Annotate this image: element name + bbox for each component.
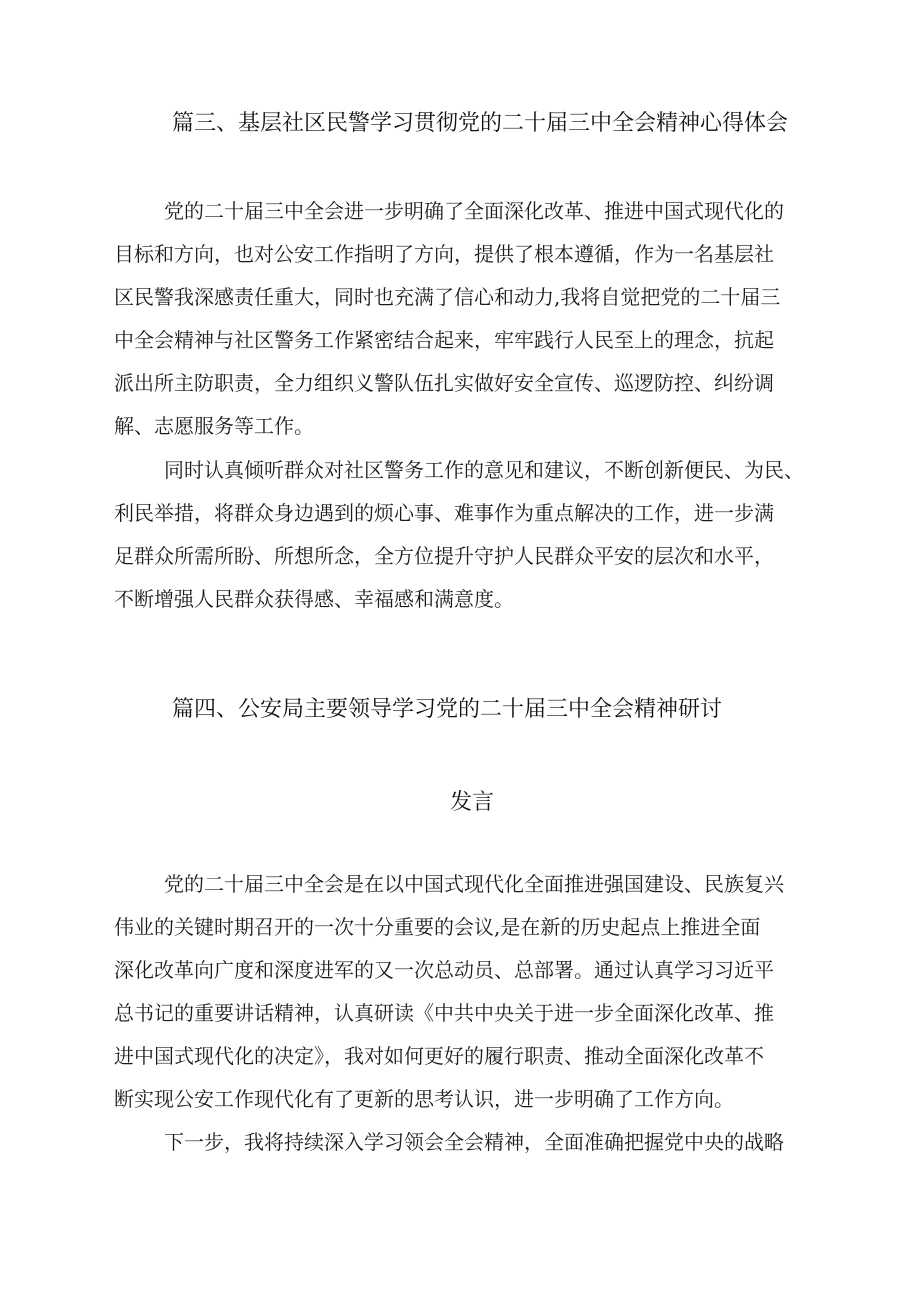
- text-line: 解、志愿服务等工作。: [114, 414, 314, 438]
- text-line: 区民警我深感责任重大，同时也充满了信心和动力,我将自觉把党的二十届三: [114, 285, 781, 309]
- text-line: 足群众所需所盼、所想所念，全方位提升守护人民群众平安的层次和水平，: [114, 544, 774, 568]
- text-line: 断实现公安工作现代化有了更新的思考认识，进一步明确了工作方向。: [114, 1087, 734, 1111]
- text-line: 党的二十届三中全会进一步明确了全面深化改革、推进中国式现代化的: [164, 199, 784, 223]
- text-line: 伟业的关键时期召开的一次十分重要的会议,是在新的历史起点上推进全面: [114, 915, 761, 939]
- text-line: 进中国式现代化的决定》，我对如何更好的履行职责、推动全面深化改革不: [114, 1044, 764, 1068]
- text-line: 派出所主防职责，全力组织义警队伍扎实做好安全宣传、巡逻防控、纠纷调: [114, 371, 774, 395]
- section-3-title: 篇三、基层社区民警学习贯彻党的二十届三中全会精神心得体会: [172, 111, 789, 136]
- text-line: 下一步，我将持续深入学习领会全会精神，全面准确把握党中央的战略: [164, 1130, 784, 1154]
- text-line: 总书记的重要讲话精神，认真研读《中共中央关于进一步全面深化改革、推: [114, 1001, 774, 1025]
- text-line: 不断增强人民群众获得感、幸福感和满意度。: [114, 587, 514, 611]
- text-line: 中全会精神与社区警务工作紧密结合起来，牢牢践行人民至上的理念，抗起: [114, 328, 774, 352]
- text-line: 利民举措，将群众身边遇到的烦心事、难事作为重点解决的工作，进一步满: [114, 501, 774, 525]
- text-line: 目标和方向，也对公安工作指明了方向，提供了根本遵循，作为一名基层社: [114, 242, 774, 266]
- text-line: 党的二十届三中全会是在以中国式现代化全面推进强国建设、民族复兴: [164, 872, 784, 896]
- section-4-title-continued: 发言: [450, 790, 495, 815]
- text-line: 同时认真倾听群众对社区警务工作的意见和建议，不断创新便民、为民、: [164, 458, 804, 482]
- text-line: 深化改革向广度和深度进军的又一次总动员、总部署。通过认真学习习近平: [114, 958, 774, 982]
- section-4-title: 篇四、公安局主要领导学习党的二十届三中全会精神研讨: [172, 697, 723, 722]
